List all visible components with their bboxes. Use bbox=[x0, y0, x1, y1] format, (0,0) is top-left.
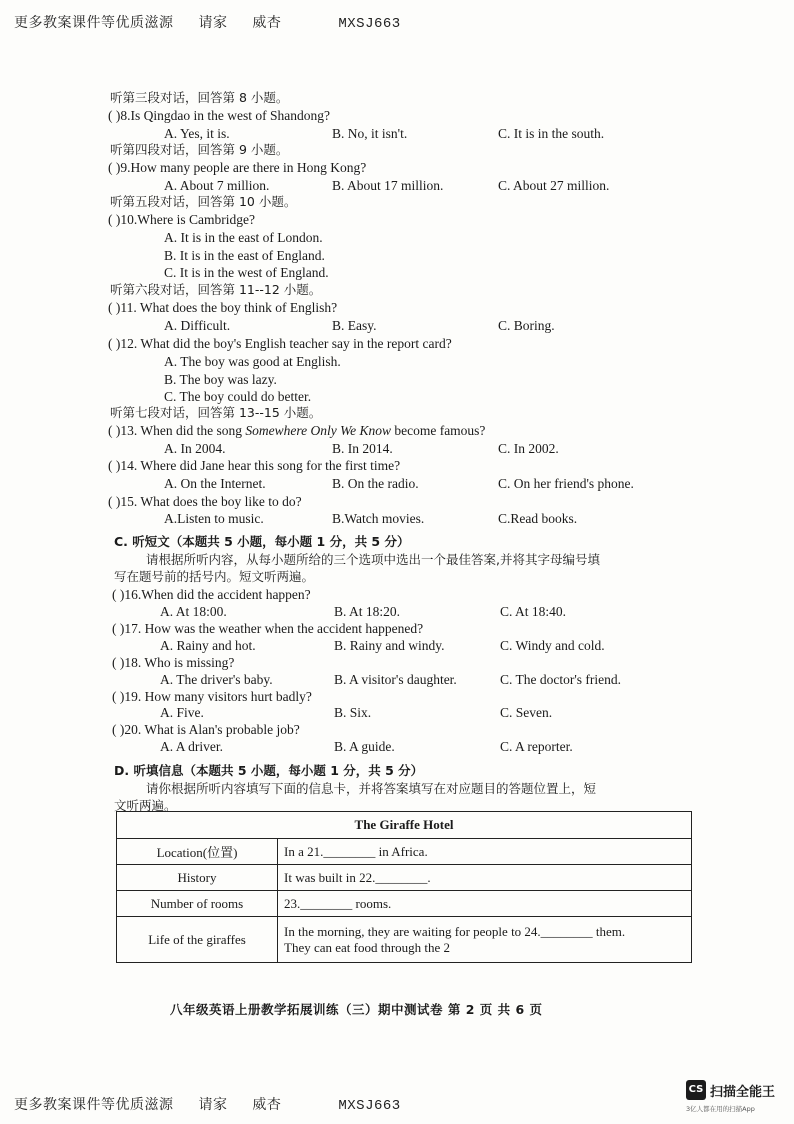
section-c-header: C. 听短文（本题共 5 小题，每小题 1 分，共 5 分） bbox=[114, 534, 410, 549]
row-value-giraffes bbox=[278, 917, 692, 963]
question-10-option-b: B. It is in the east of England. bbox=[164, 248, 325, 263]
section-4-header: 听第四段对话，回答第 9 小题。 bbox=[110, 142, 289, 157]
option-a: A. Rainy and hot. bbox=[160, 638, 256, 653]
banner-mid-text-1: 请家 bbox=[198, 15, 228, 31]
section-5-header: 听第五段对话，回答第 10 小题。 bbox=[110, 194, 297, 209]
question-20: ( )20. What is Alan's probable job? bbox=[112, 722, 300, 737]
giraffes-line-2: They can eat food through the 2 bbox=[284, 939, 451, 955]
banner-mid-text-2: 威杏 bbox=[252, 15, 282, 31]
row-label-rooms: Number of rooms bbox=[117, 891, 278, 917]
option-a: A. At 18:00. bbox=[160, 604, 227, 619]
option-a: A. A driver. bbox=[160, 739, 223, 754]
question-8: ( )8.Is Qingdao in the west of Shandong? bbox=[108, 108, 330, 123]
option-c: C.Read books. bbox=[498, 511, 578, 526]
question-10-option-a: A. It is in the east of London. bbox=[164, 230, 323, 245]
question-19: ( )19. How many visitors hurt badly? bbox=[112, 689, 312, 704]
section-3-header: 听第三段对话，回答第 8 小题。 bbox=[110, 90, 289, 105]
option-b: B. About 17 million. bbox=[332, 178, 444, 193]
option-b: B. A guide. bbox=[334, 739, 395, 754]
banner-mid-text-1: 请家 bbox=[198, 1097, 228, 1113]
bottom-banner bbox=[14, 1094, 421, 1114]
question-12: ( )12. What did the boy's English teacher say in the report card? bbox=[108, 336, 452, 351]
section-7-header: 听第七段对话，回答第 13--15 小题。 bbox=[110, 405, 322, 420]
question-13-text-post: become famous? bbox=[390, 423, 486, 438]
section-d-instructions-2: 文听两遍。 bbox=[114, 798, 177, 813]
question-13 bbox=[108, 423, 485, 439]
page-footer: 八年级英语上册教学拓展训练（三）期中测试卷 第 2 页 共 6 页 bbox=[170, 1002, 543, 1017]
option-c: C. On her friend's phone. bbox=[498, 476, 634, 491]
question-10-option-c: C. It is in the west of England. bbox=[164, 265, 329, 280]
banner-left-text: 更多教案课件等优质滋源 bbox=[14, 15, 174, 31]
option-b: B. On the radio. bbox=[332, 476, 419, 491]
option-b: B. Easy. bbox=[332, 318, 377, 333]
option-c: C. Seven. bbox=[500, 705, 553, 720]
banner-code: MXSJ663 bbox=[338, 1098, 401, 1114]
option-b: B. At 18:20. bbox=[334, 604, 401, 619]
question-10: ( )10.Where is Cambridge? bbox=[108, 212, 255, 227]
question-15: ( )15. What does the boy like to do? bbox=[108, 494, 302, 509]
option-c: C. The doctor's friend. bbox=[500, 672, 622, 687]
option-c: C. About 27 million. bbox=[498, 178, 610, 193]
section-d-header: D. 听填信息（本题共 5 小题，每小题 1 分，共 5 分） bbox=[114, 763, 424, 778]
banner-code: MXSJ663 bbox=[338, 16, 401, 32]
option-a: A. On the Internet. bbox=[164, 476, 266, 491]
question-9: ( )9.How many people are there in Hong Kong? bbox=[108, 160, 367, 175]
question-14: ( )14. Where did Jane hear this song for the first time? bbox=[108, 458, 401, 473]
question-11: ( )11. What does the boy think of English? bbox=[108, 300, 338, 315]
option-b: B. In 2014. bbox=[332, 441, 393, 456]
section-d-instructions-1: 请你根据所听内容填写下面的信息卡，并将答案填写在对应题目的答题位置上，短 bbox=[146, 781, 597, 796]
option-a: A. Difficult. bbox=[164, 318, 231, 333]
row-value-history: It was built in 22.________. bbox=[278, 865, 692, 891]
row-label-history: History bbox=[117, 865, 278, 891]
question-17: ( )17. How was the weather when the accident happened? bbox=[112, 621, 424, 636]
option-a: A. Five. bbox=[160, 705, 204, 720]
giraffe-hotel-info-card bbox=[116, 811, 692, 963]
option-c: C. A reporter. bbox=[500, 739, 573, 754]
section-c-instructions-1: 请根据所听内容，从每小题所给的三个选项中选出一个最佳答案,并将其字母编号填 bbox=[146, 552, 600, 567]
banner-left-text: 更多教案课件等优质滋源 bbox=[14, 1097, 174, 1113]
row-value-rooms: 23.________ rooms. bbox=[278, 891, 692, 917]
scanner-slogan: 3亿人都在用的扫描App bbox=[686, 1105, 755, 1113]
option-c: C. In 2002. bbox=[498, 441, 559, 456]
question-12-option-b: B. The boy was lazy. bbox=[164, 372, 277, 387]
option-c: C. Boring. bbox=[498, 318, 555, 333]
option-c: C. At 18:40. bbox=[500, 604, 567, 619]
question-18: ( )18. Who is missing? bbox=[112, 655, 235, 670]
option-a: A. The driver's baby. bbox=[160, 672, 273, 687]
section-6-header: 听第六段对话，回答第 11--12 小题。 bbox=[110, 282, 322, 297]
option-c: C. It is in the south. bbox=[498, 126, 605, 141]
question-13-text-pre: ( )13. When did the song bbox=[108, 423, 246, 438]
option-c: C. Windy and cold. bbox=[500, 638, 605, 653]
option-a: A.Listen to music. bbox=[164, 511, 264, 526]
row-value-location: In a 21.________ in Africa. bbox=[278, 839, 692, 865]
question-12-option-a: A. The boy was good at English. bbox=[164, 354, 341, 369]
option-b: B.Watch movies. bbox=[332, 511, 425, 526]
section-c-instructions-2: 写在题号前的括号内。短文听两遍。 bbox=[114, 569, 315, 584]
question-16: ( )16.When did the accident happen? bbox=[112, 587, 311, 602]
option-b: B. Six. bbox=[334, 705, 372, 720]
option-b: B. No, it isn't. bbox=[332, 126, 408, 141]
info-card-title: The Giraffe Hotel bbox=[117, 812, 692, 839]
option-b: B. Rainy and windy. bbox=[334, 638, 445, 653]
option-a: A. In 2004. bbox=[164, 441, 226, 456]
giraffes-line-1: In the morning, they are waiting for people to 24.________ them. bbox=[284, 923, 626, 939]
row-label-giraffes: Life of the giraffes bbox=[117, 917, 278, 963]
option-b: B. A visitor's daughter. bbox=[334, 672, 457, 687]
scanner-brand-name: 扫描全能王 bbox=[710, 1085, 776, 1100]
option-a: A. Yes, it is. bbox=[164, 126, 230, 141]
scanner-watermark bbox=[686, 1080, 786, 1116]
row-label-location: Location(位置) bbox=[117, 839, 278, 865]
option-a: A. About 7 million. bbox=[164, 178, 270, 193]
song-title: Somewhere Only We Know bbox=[245, 423, 391, 438]
camscanner-logo-icon: CS bbox=[686, 1080, 706, 1100]
question-12-option-c: C. The boy could do better. bbox=[164, 389, 312, 404]
banner-mid-text-2: 威杏 bbox=[252, 1097, 282, 1113]
